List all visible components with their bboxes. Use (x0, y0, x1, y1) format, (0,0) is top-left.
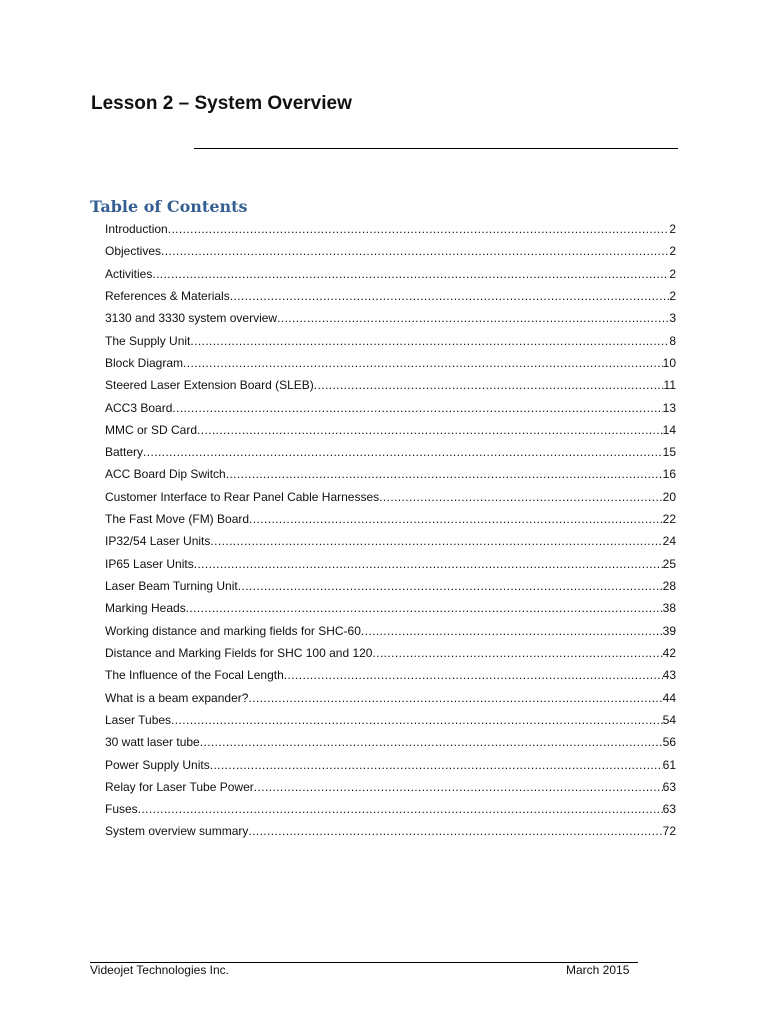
toc-entry-title: ACC3 Board (105, 400, 173, 415)
toc-dot-leader (254, 777, 663, 797)
toc-entry-page: 2 (669, 222, 676, 236)
toc-dot-leader (230, 286, 670, 306)
toc-entry-page: 56 (662, 735, 676, 750)
toc-entry-title: Steered Laser Extension Board (SLEB) (105, 378, 314, 393)
toc-entry[interactable] (105, 576, 676, 598)
toc-entry-page: 16 (662, 467, 676, 482)
toc-dot-leader (183, 353, 663, 373)
toc-entry-page: 43 (662, 668, 676, 683)
toc-entry-page: 28 (662, 579, 676, 593)
toc-entry-page: 61 (662, 757, 676, 772)
toc-entry-title: 30 watt laser tube (105, 735, 200, 750)
toc-entry-page: 3 (669, 311, 676, 326)
toc-entry-page: 24 (662, 534, 676, 549)
toc-entry[interactable] (105, 464, 676, 486)
toc-entry-page: 42 (662, 645, 676, 660)
toc-dot-leader (226, 464, 663, 484)
toc-entry-page: 2 (669, 288, 676, 303)
toc-entry-title: Relay for Laser Tube Power (105, 779, 254, 794)
toc-entry[interactable] (105, 665, 676, 687)
toc-entry[interactable] (105, 554, 676, 576)
toc-entry-title: Marking Heads (105, 601, 186, 616)
toc-entry[interactable] (105, 688, 676, 710)
toc-entry[interactable] (105, 643, 676, 665)
toc-entry-page: 20 (662, 489, 676, 504)
title-divider (194, 148, 678, 149)
toc-entry-page: 44 (662, 690, 676, 705)
toc-dot-leader (194, 554, 663, 574)
toc-entry-title: Activities (105, 266, 153, 281)
toc-entry-page: 39 (662, 623, 676, 638)
toc-entry-title: Objectives (105, 244, 162, 259)
toc-entry-title: Introduction (105, 222, 168, 236)
toc-dot-leader (168, 219, 670, 239)
toc-dot-leader (138, 799, 663, 819)
toc-entry-title: The Supply Unit (105, 333, 191, 348)
toc-entry[interactable] (105, 598, 676, 620)
toc-entry[interactable] (105, 420, 676, 442)
toc-dot-leader (248, 688, 662, 708)
toc-dot-leader (248, 821, 662, 841)
toc-dot-leader (249, 509, 663, 529)
toc-entry-title: MMC or SD Card (105, 422, 198, 437)
toc-entry-title: Power Supply Units (105, 757, 210, 772)
toc-dot-leader (190, 331, 669, 351)
toc-entry[interactable] (105, 755, 676, 777)
toc-entry[interactable] (105, 732, 676, 754)
toc-dot-leader (161, 241, 669, 261)
toc-entry[interactable] (105, 531, 676, 553)
toc-entry-title: System overview summary (105, 824, 249, 839)
toc-entry-title: Working distance and marking fields for SHC-60 (105, 623, 361, 638)
toc-entry-page: 11 (663, 378, 676, 393)
toc-entry-page: 15 (662, 445, 676, 460)
toc-entry-title: References & Materials (105, 288, 230, 303)
toc-entry-page: 2 (669, 266, 676, 281)
toc-entry[interactable] (105, 777, 676, 799)
toc-entry-title: Laser Tubes (105, 712, 172, 727)
toc-entry-page: 2 (669, 244, 676, 259)
toc-entry-page: 72 (662, 824, 676, 839)
toc-entry-page: 8 (669, 333, 676, 348)
toc-dot-leader (210, 531, 662, 551)
toc-entry-page: 14 (662, 422, 676, 437)
toc-list (105, 219, 676, 844)
toc-entry-title: The Influence of the Focal Length (105, 668, 284, 683)
toc-dot-leader (152, 264, 669, 284)
toc-dot-leader (186, 598, 663, 618)
toc-entry-page: 63 (662, 802, 676, 817)
toc-entry-title: Block Diagram (105, 355, 184, 370)
footer-company: Videojet Technologies Inc. (90, 963, 229, 977)
toc-entry-title: Battery (105, 445, 144, 460)
toc-entry-title: ACC Board Dip Switch (105, 467, 226, 482)
toc-entry-title: Laser Beam Turning Unit (105, 579, 238, 593)
toc-entry-title: IP32/54 Laser Units (105, 534, 211, 549)
toc-entry[interactable] (105, 398, 676, 420)
toc-entry[interactable] (105, 375, 676, 397)
toc-entry[interactable] (105, 331, 676, 353)
toc-entry[interactable] (105, 710, 676, 732)
toc-dot-leader (361, 621, 663, 641)
toc-entry[interactable] (105, 241, 676, 263)
toc-dot-leader (372, 643, 662, 663)
toc-entry[interactable] (105, 799, 676, 821)
page-title: Lesson 2 – System Overview (91, 93, 352, 114)
toc-entry[interactable] (105, 621, 676, 643)
toc-entry[interactable] (105, 509, 676, 531)
toc-entry-page: 54 (662, 712, 676, 727)
toc-dot-leader (379, 487, 663, 507)
toc-entry-page: 25 (662, 556, 676, 571)
toc-entry-title: IP65 Laser Units (105, 556, 194, 571)
toc-dot-leader (210, 755, 663, 775)
toc-heading: Table of Contents (90, 197, 248, 216)
footer-date: March 2015 (566, 963, 630, 977)
toc-entry-page: 13 (662, 400, 676, 415)
toc-entry[interactable] (105, 264, 676, 286)
toc-dot-leader (171, 710, 663, 730)
toc-dot-leader (143, 442, 663, 462)
toc-entry-title: Fuses (105, 802, 138, 817)
toc-entry-title: 3130 and 3330 system overview (105, 311, 278, 326)
toc-dot-leader (277, 308, 669, 328)
toc-entry[interactable] (105, 308, 676, 330)
toc-entry[interactable] (105, 487, 676, 509)
toc-entry-page: 38 (662, 601, 676, 616)
toc-dot-leader (314, 375, 664, 395)
toc-entry[interactable] (105, 219, 676, 241)
toc-dot-leader (200, 732, 663, 752)
toc-dot-leader (197, 420, 663, 440)
toc-entry[interactable] (105, 353, 676, 375)
toc-entry[interactable] (105, 286, 676, 308)
toc-entry-title: Customer Interface to Rear Panel Cable Harnesses (105, 489, 380, 504)
toc-entry[interactable] (105, 442, 676, 464)
toc-entry-title: The Fast Move (FM) Board (105, 512, 250, 527)
toc-entry-title: What is a beam expander? (105, 690, 249, 705)
toc-entry-page: 10 (662, 355, 676, 370)
toc-entry-title: Distance and Marking Fields for SHC 100 and 120 (105, 645, 373, 660)
toc-entry[interactable] (105, 821, 676, 843)
toc-dot-leader (284, 665, 663, 685)
toc-dot-leader (238, 576, 663, 596)
toc-dot-leader (172, 398, 662, 418)
toc-entry-page: 63 (662, 779, 676, 794)
toc-entry-page: 22 (662, 512, 676, 527)
